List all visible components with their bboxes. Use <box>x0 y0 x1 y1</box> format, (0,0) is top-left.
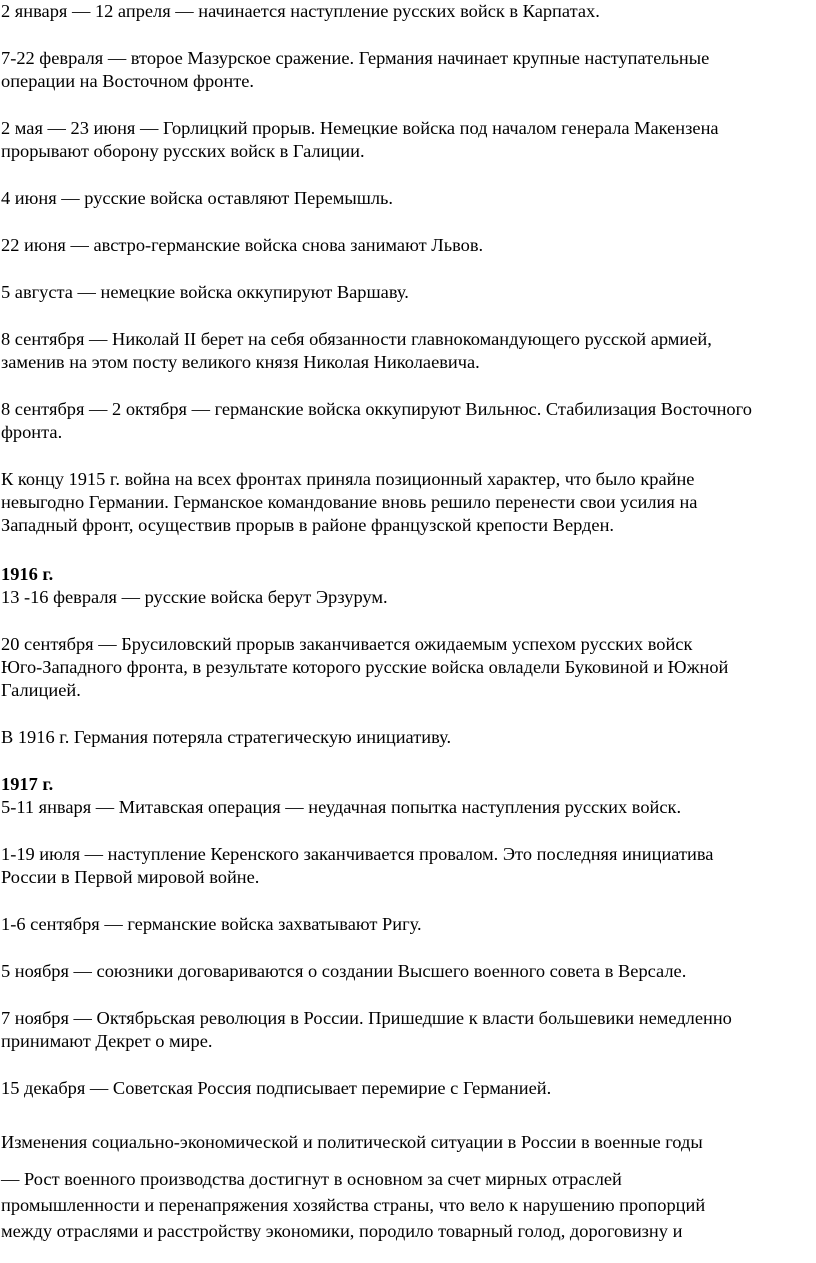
entry-text: 2 января — 12 апреля — начинается наступление русских войск в Карпатах. <box>1 1 600 21</box>
entry-text: 1-19 июля — наступление Керенского заканчивается провалом. Это последняя инициатива <box>1 844 714 864</box>
paragraph-line: невыгодно Германии. Германское командование вновь решило перенести свои усилия на <box>1 492 698 512</box>
timeline-entry <box>1 633 811 702</box>
paragraph-line: промышленности и перенапряжения хозяйства страны, что вело к нарушению пропорций <box>1 1195 706 1215</box>
timeline-entry <box>1 1077 811 1100</box>
timeline-entry <box>1 117 811 163</box>
year-heading: 1916 г. <box>1 564 54 584</box>
year-section-1916 <box>1 563 811 609</box>
timeline-entry <box>1 913 811 936</box>
timeline-entry <box>1 234 811 257</box>
timeline-entry <box>1 960 811 983</box>
entry-text: 8 сентября — Николай II берет на себя обязанности главнокомандующего русской армией, <box>1 329 712 349</box>
entry-text: 15 декабря — Советская Россия подписывает перемирие с Германией. <box>1 1078 552 1098</box>
timeline-entry <box>1 1007 811 1053</box>
entry-text: России в Первой мировой войне. <box>1 867 260 887</box>
timeline-entry <box>1 281 811 304</box>
year-heading: 1917 г. <box>1 774 54 794</box>
entry-text: 8 сентября — 2 октября — германские войска оккупируют Вильнюс. Стабилизация Восточного <box>1 399 752 419</box>
body-paragraph <box>1 1166 811 1244</box>
timeline-entry <box>1 843 811 889</box>
entry-text: 7-22 февраля — второе Мазурское сражение. Германия начинает крупные наступательные <box>1 48 710 68</box>
timeline-entry <box>1 328 811 374</box>
entry-text: 5 ноября — союзники договариваются о создании Высшего военного совета в Версале. <box>1 961 687 981</box>
entry-text: 20 сентября — Брусиловский прорыв заканчивается ожидаемым успехом русских войск <box>1 634 693 654</box>
timeline-entry <box>1 398 811 444</box>
entry-text: операции на Восточном фронте. <box>1 71 254 91</box>
entry-text: 22 июня — австро-германские войска снова занимают Львов. <box>1 235 484 255</box>
paragraph-line: между отраслями и расстройству экономики, породило товарный голод, дороговизну и <box>1 1221 683 1241</box>
entry-text: 4 июня — русские войска оставляют Перемышль. <box>1 188 394 208</box>
entry-text: принимают Декрет о мире. <box>1 1031 213 1051</box>
timeline-entry <box>1 47 811 93</box>
paragraph-line: — Рост военного производства достигнут в основном за счет мирных отраслей <box>1 1169 622 1189</box>
entry-text: 5-11 января — Митавская операция — неудачная попытка наступления русских войск. <box>1 797 682 817</box>
summary-paragraph <box>1 468 811 537</box>
entry-text: Юго-Западного фронта, в результате которого русские войска овладели Буковиной и Южной <box>1 657 729 677</box>
entry-text: 5 августа — немецкие войска оккупируют Варшаву. <box>1 282 409 302</box>
entry-text: заменив на этом посту великого князя Николая Николаевича. <box>1 352 480 372</box>
entry-text: Галицией. <box>1 680 81 700</box>
summary-paragraph <box>1 726 811 749</box>
year-section-1917 <box>1 773 811 819</box>
entry-text: 13 -16 февраля — русские войска берут Эрзурум. <box>1 587 388 607</box>
entry-text: 2 мая — 23 июня — Горлицкий прорыв. Немецкие войска под началом генерала Макензена <box>1 118 719 138</box>
paragraph-line: К концу 1915 г. война на всех фронтах приняла позиционный характер, что было крайне <box>1 469 695 489</box>
section-heading <box>1 1131 811 1154</box>
paragraph-line: Западный фронт, осуществив прорыв в районе французской крепости Верден. <box>1 515 615 535</box>
entry-text: фронта. <box>1 422 63 442</box>
timeline-entry <box>1 0 811 23</box>
entry-text: 7 ноября — Октябрьская революция в России. Пришедшие к власти большевики немедленно <box>1 1008 732 1028</box>
timeline-entry <box>1 187 811 210</box>
entry-text: прорывают оборону русских войск в Галиции. <box>1 141 365 161</box>
entry-text: 1-6 сентября — германские войска захватывают Ригу. <box>1 914 422 934</box>
section-heading-text: Изменения социально-экономической и политической ситуации в России в военные годы <box>1 1132 703 1152</box>
paragraph-line: В 1916 г. Германия потеряла стратегическую инициативу. <box>1 727 452 747</box>
